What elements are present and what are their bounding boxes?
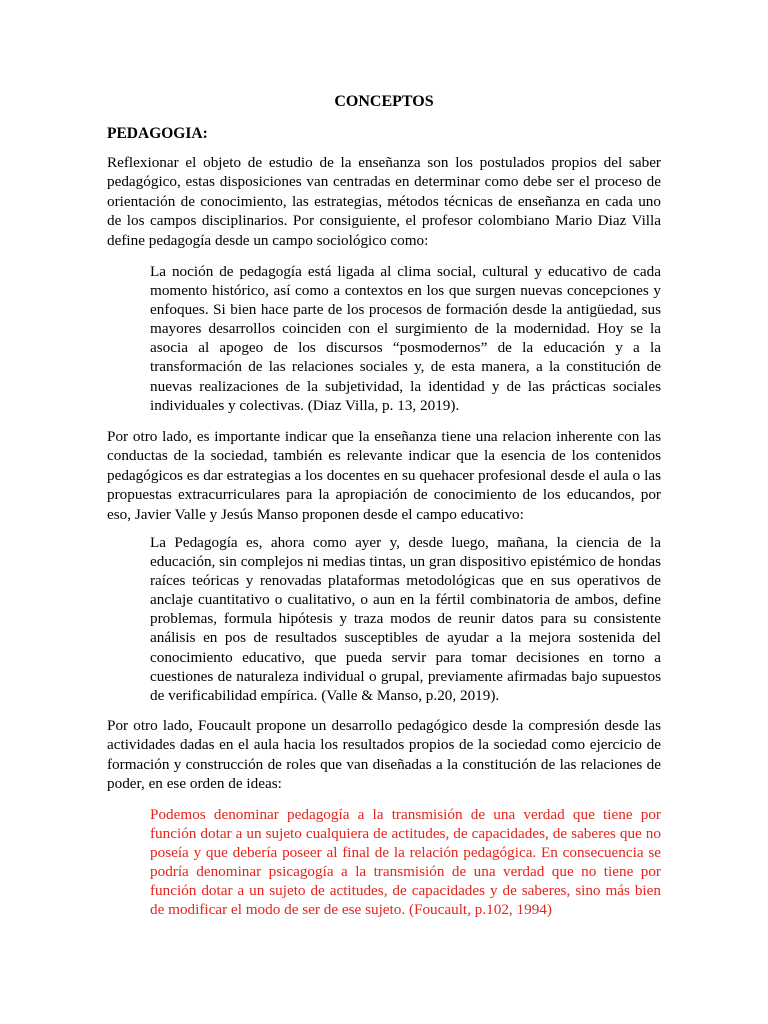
block-quote-valle-manso: La Pedagogía es, ahora como ayer y, desde luego, mañana, la ciencia de la educación, sin complejos ni medias tintas, un gran dispositivo epistémico de hondas raíces teóricas y renovadas plataformas metodológicas que en sus operativos de anclaje cuantitativo o cualitativo, o aun en la fértil combinatoria de ambos, define problemas, formula hipótesis y traza modos de reunir datos para su consistente análisis en pos de resultados susceptibles de ayudar a la mejora sostenida del conocimiento educativo, que pueda servir para tomar decisiones en torno a cuestiones de naturaleza individual o grupal, previamente afirmadas bajo supuestos de verificabilidad empírica. (Valle & Manso, p.20, 2019). [150,534,661,704]
paragraph-valle-manso: Por otro lado, es importante indicar que la enseñanza tiene una relacion inherente con las conductas de la sociedad, también es relevante indicar que la esencia de los contenidos pedagógicos es dar estrategias a los docentes en su quehacer profesional desde el aula o las propuestas extracurriculares para la apropiación de conocimiento de los educandos, por eso, Javier Valle y Jesús Manso proponen desde el campo educativo: [107,428,661,523]
block-quote-foucault: Podemos denominar pedagogía a la transmisión de una verdad que tiene por función dotar a un sujeto cualquiera de actitudes, de capacidades, de saberes que no poseía y que debería poseer al final de la relación pedagógica. En consecuencia se podría denominar psicagogía a la transmisión de una verdad que no tiene por función dotar a un sujeto de actitudes, de capacidades y de saberes, sino más bien de modificar el modo de ser de ese sujeto. (Foucault, p.102, 1994) [150,806,661,919]
paragraph-foucault: Por otro lado, Foucault propone un desarrollo pedagógico desde la compresión desde las actividades dadas en el aula hacia los resultados propios de la sociedad como ejercicio de formación y construcción de roles que van diseñadas a la constitución de las relaciones de poder, en ese orden de ideas: [107,717,661,793]
document-title: CONCEPTOS [334,93,434,110]
section-heading: PEDAGOGIA: [107,125,208,142]
paragraph-intro: Reflexionar el objeto de estudio de la enseñanza son los postulados propios del saber pedagógico, estas disposiciones van centradas en determinar como debe ser el proceso de orientación de conocimiento, las estrategias, métodos técnicas de enseñanza en cada uno de los campos disciplinarios. Por consiguiente, el profesor colombiano Mario Diaz Villa define pedagogía desde un campo sociológico como: [107,154,661,249]
block-quote-diaz-villa: La noción de pedagogía está ligada al clima social, cultural y educativo de cada momento histórico, así como a contextos en los que surgen nuevas concepciones y enfoques. Si bien hace parte de los procesos de formación desde la antigüedad, sus mayores desarrollos coinciden con el surgimiento de la modernidad. Hoy se la asocia al apogeo de los discursos “posmodernos” de la educación y a la transformación de las relaciones sociales y, de esta manera, a la constitución de nuevas realizaciones de la subjetividad, la identidad y de las prácticas sociales individuales y colectivas. (Diaz Villa, p. 13, 2019). [150,263,661,414]
